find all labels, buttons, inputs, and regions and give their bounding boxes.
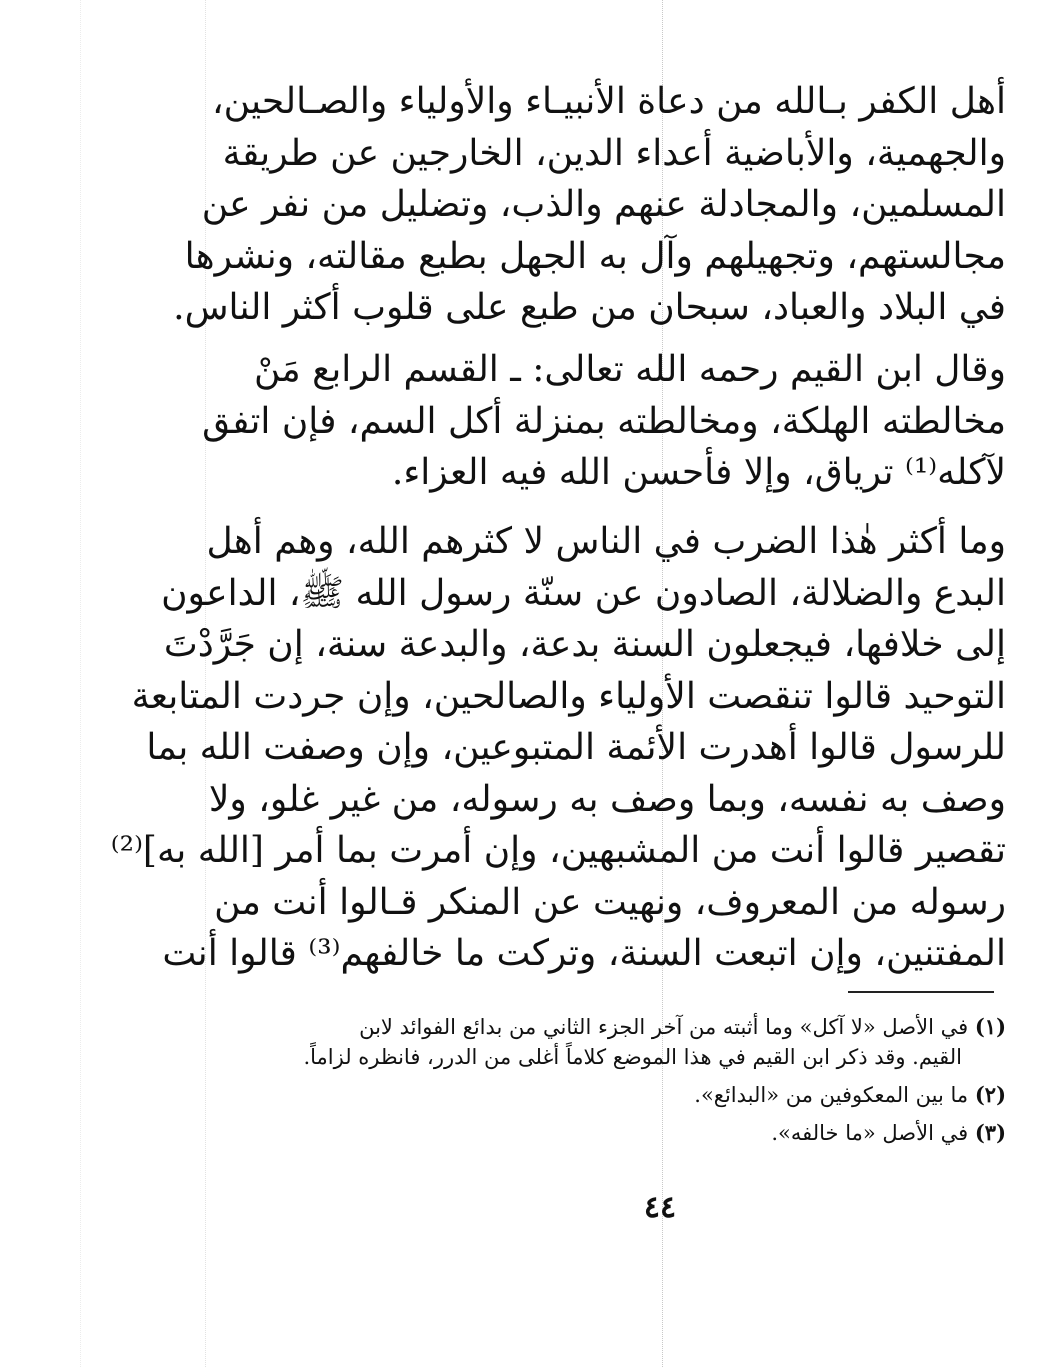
- footnote-number: (٢): [974, 1082, 1006, 1107]
- text-line: إلى خلافها، فيجعلون السنة بدعة، والبدعة سنة، إن جَرَّدْتَ: [163, 624, 1006, 665]
- text-line: وقال ابن القيم رحمه الله تعالى: ـ القسم الرابع مَنْ: [253, 349, 1006, 390]
- footnote-number: (١): [974, 1014, 1006, 1039]
- footnote-text: في الأصل «ما خالفه».: [771, 1121, 969, 1145]
- text-line: للرسول قالوا أهدرت الأئمة المتبوعين، وإن وصفت الله بما: [146, 727, 1006, 768]
- text-line: البدع والضلالة، الصادون عن سنّة رسول الله ﷺ، الداعون: [161, 572, 1006, 614]
- text-line: التوحيد قالوا تنقصت الأولياء والصالحين، وإن جردت المتابعة: [131, 675, 1006, 717]
- footnote-text: القيم. وقد ذكر ابن القيم في هذا الموضع كلاماً أغلى من الدرر، فانظره لزاماً.: [303, 1045, 962, 1069]
- text-line: المسلمين، والمجادلة عنهم والذب، وتضليل من نفر عن: [201, 184, 1006, 225]
- text-line: أهل الكفر بـالله من دعاة الأنبيـاء والأولياء والصـالحين،: [212, 81, 1006, 122]
- paragraph-1: [173, 76, 1006, 334]
- text-line: تقصير قالوا أنت من المشبهين، وإن أمرت بما أمر [الله به]⁽²⁾: [110, 830, 1006, 871]
- text-line: وما أكثر هٰذا الضرب في الناس لا كثرهم الله، وهم أهل: [206, 521, 1006, 562]
- footnote-3: [296, 1118, 1006, 1148]
- footnote-number: (٣): [974, 1120, 1006, 1145]
- paragraph-2: [202, 344, 1006, 499]
- paragraph-3: [110, 516, 1006, 980]
- text-line: لآكله⁽¹⁾ ترياق، وإلا فأحسن الله فيه العزاء.: [391, 452, 1006, 493]
- text-line: والجهمية، والأباضية أعداء الدين، الخارجين عن طريقة: [222, 132, 1006, 174]
- text-line: في البلاد والعباد، سبحان من طبع على قلوب أكثر الناس.: [173, 287, 1006, 328]
- footnote-separator: [848, 991, 994, 993]
- page-number: ٤٤: [643, 1190, 677, 1225]
- footnote-text: في الأصل «لا آكل» وما أثبته من آخر الجزء الثاني من بدائع الفوائد لابن: [359, 1015, 969, 1039]
- footnote-2: [296, 1080, 1006, 1110]
- footnote-text: ما بين المعكوفين من «البدائع».: [694, 1083, 969, 1107]
- footnotes: [296, 1012, 1006, 1156]
- text-line: وصف به نفسه، وبما وصف به رسوله، من غير غلو، ولا: [208, 778, 1006, 820]
- text-line: مجالستهم، وتجهيلهم وآل به الجهل بطبع مقالته، ونشرها: [184, 235, 1006, 277]
- text-line: مخالطته الهلكة، ومخالطته بمنزلة أكل السم، فإن اتفق: [202, 400, 1006, 442]
- text-line: رسوله من المعروف، ونهيت عن المنكر قـالوا أنت من: [214, 881, 1006, 923]
- text-line: المفتنين، وإن اتبعت السنة، وتركت ما خالفهم⁽³⁾ قالوا أنت: [162, 933, 1006, 974]
- footnote-1: [296, 1012, 1006, 1072]
- scan-fold-line: [80, 0, 81, 1367]
